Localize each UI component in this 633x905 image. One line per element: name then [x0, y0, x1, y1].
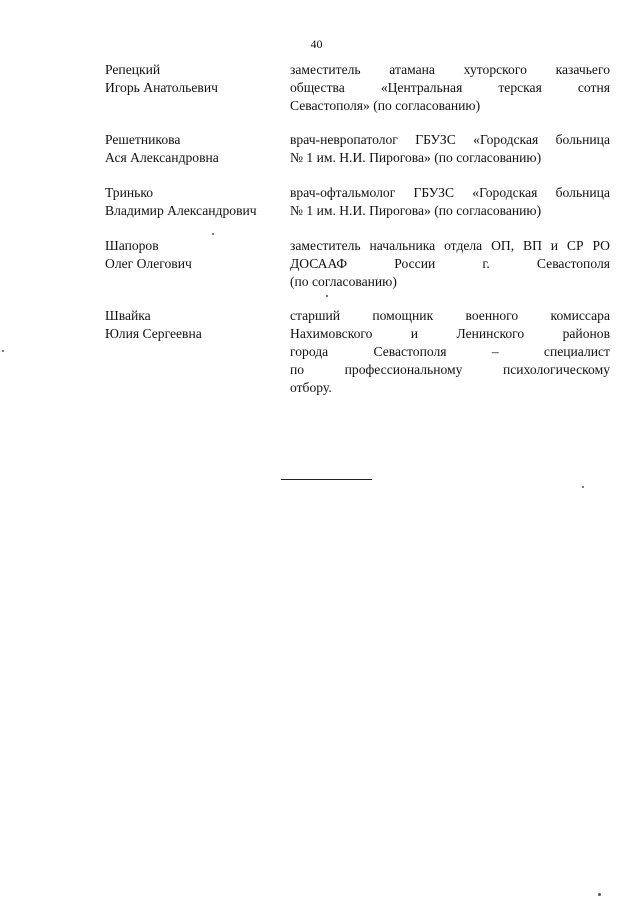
scan-speck — [2, 350, 4, 352]
scan-speck — [598, 893, 601, 896]
end-of-list-rule — [281, 479, 372, 480]
member-name — [105, 237, 285, 273]
member-name — [105, 61, 285, 97]
role-line: ДОСААФ России г. Севастополя — [290, 256, 610, 271]
member-role — [290, 61, 610, 115]
page-number: 40 — [310, 37, 323, 51]
member-role — [290, 237, 610, 291]
member-role — [290, 131, 610, 167]
role-line: Нахимовского и Ленинского районов — [290, 326, 610, 341]
member-surname: Шапоров — [105, 238, 159, 253]
role-line: врач-невропатолог ГБУЗС «Городская больница — [290, 132, 610, 147]
member-role — [290, 184, 610, 220]
scan-speck — [326, 295, 328, 297]
member-given-name: Владимир Александрович — [105, 203, 257, 218]
role-line: врач-офтальмолог ГБУЗС «Городская больница — [290, 185, 610, 200]
role-line: Севастополя» (по согласованию) — [290, 98, 481, 113]
scan-speck — [212, 233, 214, 235]
role-line: № 1 им. Н.И. Пирогова» (по согласованию) — [290, 150, 542, 165]
role-line: города Севастополя – специалист — [290, 344, 610, 359]
role-line: старший помощник военного комиссара — [290, 308, 610, 323]
role-line: общества «Центральная терская сотня — [290, 80, 610, 95]
member-given-name: Ася Александровна — [105, 150, 219, 165]
member-surname: Решетникова — [105, 132, 181, 147]
member-surname: Тринько — [105, 185, 154, 200]
role-line: по профессиональному психологическому — [290, 362, 610, 377]
member-given-name: Олег Олегович — [105, 256, 192, 271]
member-name — [105, 307, 285, 343]
member-surname: Репецкий — [105, 62, 161, 77]
role-line: № 1 им. Н.И. Пирогова» (по согласованию) — [290, 203, 542, 218]
member-name — [105, 131, 285, 167]
member-surname: Швайка — [105, 308, 151, 323]
member-given-name: Игорь Анатольевич — [105, 80, 218, 95]
scan-speck — [582, 486, 584, 488]
member-given-name: Юлия Сергеевна — [105, 326, 202, 341]
member-role — [290, 307, 610, 397]
role-line: заместитель атамана хуторского казачьего — [290, 62, 610, 77]
role-line: (по согласованию) — [290, 274, 397, 289]
role-line: заместитель начальника отдела ОП, ВП и СР РО — [290, 238, 610, 253]
member-name — [105, 184, 285, 220]
role-line: отбору. — [290, 380, 332, 395]
